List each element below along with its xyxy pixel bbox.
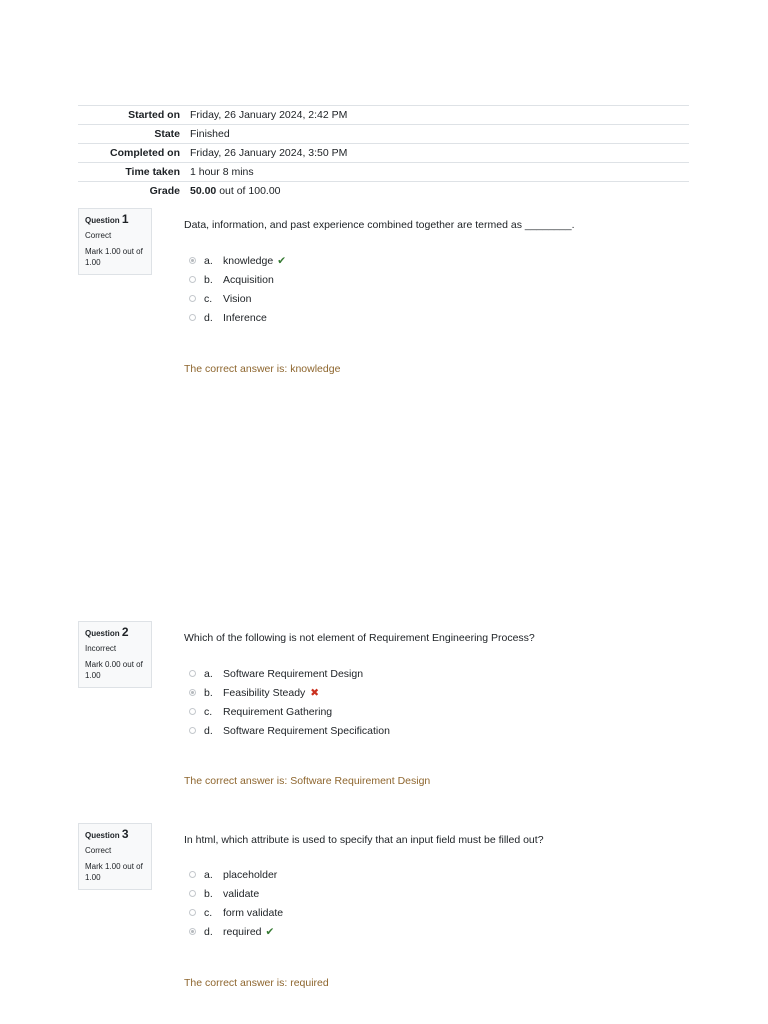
answer-option[interactable]: d. Inference [189, 308, 286, 327]
answer-option[interactable]: c. form validate [189, 903, 283, 922]
question-info-2 [78, 621, 152, 688]
radio-button[interactable] [189, 689, 196, 696]
question-number: Question 3 [85, 827, 129, 841]
answer-option[interactable]: a. knowledge ✔ [189, 251, 286, 270]
radio-button[interactable] [189, 295, 196, 302]
radio-button[interactable] [189, 276, 196, 283]
check-icon: ✔ [277, 254, 287, 267]
radio-button[interactable] [189, 257, 196, 264]
summary-label: Time taken [125, 166, 180, 178]
question-text-2: Which of the following is not element of Requirement Engineering Process? [184, 632, 535, 644]
answer-list-1 [189, 251, 286, 327]
question-state: Correct [85, 846, 112, 855]
answer-option[interactable]: b. Feasibility Steady ✖ [189, 683, 390, 702]
answer-option[interactable]: b. validate [189, 884, 283, 903]
question-state: Correct [85, 231, 112, 240]
answer-option[interactable]: a. Software Requirement Design [189, 664, 390, 683]
answer-option[interactable]: d. Software Requirement Specification [189, 721, 390, 740]
summary-row-completed [78, 144, 689, 163]
radio-button[interactable] [189, 909, 196, 916]
answer-option[interactable]: b. Acquisition [189, 270, 286, 289]
quiz-summary-table [78, 105, 689, 200]
summary-row-started [78, 106, 689, 125]
cross-icon: ✖ [310, 686, 320, 699]
answer-option[interactable]: c. Requirement Gathering [189, 702, 390, 721]
question-state: Incorrect [85, 644, 117, 653]
question-info-3 [78, 823, 152, 890]
correct-answer-feedback-3: The correct answer is: required [184, 977, 329, 989]
radio-button[interactable] [189, 708, 196, 715]
summary-value: 1 hour 8 mins [190, 166, 254, 178]
summary-label: Completed on [110, 147, 180, 159]
summary-label: Grade [149, 185, 180, 197]
answer-option[interactable]: d. required ✔ [189, 922, 283, 941]
question-text-3: In html, which attribute is used to specify that an input field must be filled out? [184, 834, 544, 846]
radio-button[interactable] [189, 890, 196, 897]
answer-list-2 [189, 664, 390, 740]
grade-score: 50.00 [190, 185, 217, 197]
answer-option[interactable]: a. placeholder [189, 865, 283, 884]
question-number: Question 1 [85, 212, 129, 226]
radio-button[interactable] [189, 727, 196, 734]
correct-answer-feedback-2: The correct answer is: Software Requirement Design [184, 775, 431, 787]
summary-row-time-taken [78, 163, 689, 182]
answer-option[interactable]: c. Vision [189, 289, 286, 308]
question-text-1: Data, information, and past experience combined together are termed as ________. [184, 219, 575, 231]
summary-value: Friday, 26 January 2024, 2:42 PM [190, 109, 348, 121]
question-info-1 [78, 208, 152, 275]
summary-label: State [154, 128, 180, 140]
check-icon: ✔ [265, 925, 275, 938]
question-number: Question 2 [85, 625, 129, 639]
question-mark: Mark 1.00 out of 1.00 [85, 247, 143, 267]
grade-suffix: out of 100.00 [216, 185, 281, 197]
question-mark: Mark 0.00 out of 1.00 [85, 660, 143, 680]
summary-value: Friday, 26 January 2024, 3:50 PM [190, 147, 348, 159]
radio-button[interactable] [189, 314, 196, 321]
answer-list-3 [189, 865, 283, 941]
summary-value: Finished [190, 128, 230, 140]
summary-label: Started on [128, 109, 180, 121]
question-mark: Mark 1.00 out of 1.00 [85, 862, 143, 882]
radio-button[interactable] [189, 670, 196, 677]
summary-row-state [78, 125, 689, 144]
summary-value [180, 182, 689, 201]
radio-button[interactable] [189, 928, 196, 935]
summary-row-grade [78, 182, 689, 201]
radio-button[interactable] [189, 871, 196, 878]
correct-answer-feedback-1: The correct answer is: knowledge [184, 363, 341, 375]
